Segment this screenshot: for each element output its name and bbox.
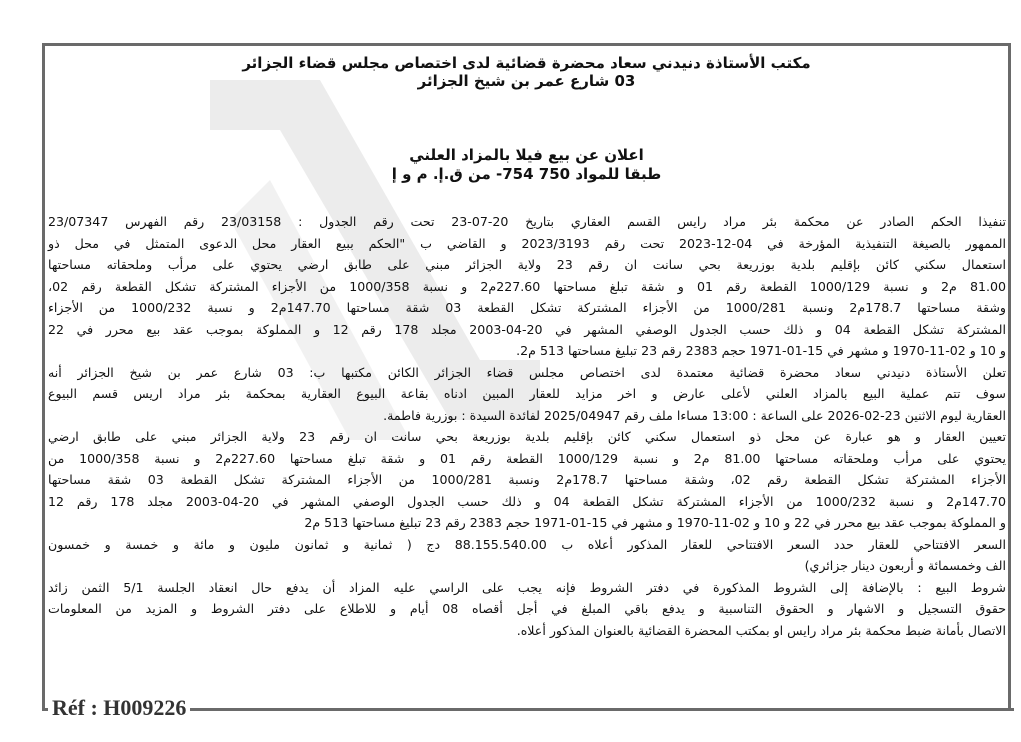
body-line: العقارية ليوم الاثنين 23-02-2026 على الساعة : 13:00 مساءا ملف رقم 2025/04947 لفائدة السيدة : بوزرية فاطمة.: [383, 407, 1006, 423]
body-line: يحتوي على مرأب وملحقاته مساحتها 81.00 م2 و نسبة 1000/129 القطعة رقم 01 و شقة تبلغ مساحتها 227.60م2 و نسبة 1000/358 من: [48, 450, 1007, 466]
body-line: تنفيذا الحكم الصادر عن محكمة بئر مراد رايس القسم العقاري بتاريخ 20-07-23 تحت رقم الجدول : 23/03158 رقم الفهرس 23/07347: [48, 214, 1006, 229]
body-line: سوف تتم عملية البيع بالمزاد العلني لأعلى عارض و اخر مزايد للعقار المبين ادناه بقاعة البيوع العقارية بمحكمة بئر مراد اريس قسم البيوع: [48, 386, 1006, 401]
notice-subtitle: طبقا للمواد 750 754- من ق.إ. م و إ: [391, 165, 662, 183]
notice-body: [48, 211, 1006, 641]
body-line: الأجزاء المشتركة تشكل القطعة رقم 02، وشقة مساحتها 178.7م2 ونسبة 1000/281 من الأجزاء المشتركة تشكل القطعة 03 شقة مساحتها: [48, 472, 1006, 487]
office-address: 03 شارع عمر بن شيخ الجزائر: [417, 72, 636, 90]
body-line: تعيين العقار و هو عبارة عن محل ذو استعمال سكني كائن بإقليم بلدية بوزريعة بحي سانت ان رقم 23 ولاية الجزائر مبني على طابق ارضي: [48, 429, 1006, 444]
body-line: السعر الافتتاحي للعقار حدد السعر الافتتاحي للعقار المذكور أعلاه ب 88.155.540.00 دج ( ثمانية و ثمانون مليون و مائة و خمسة و خمسون: [48, 536, 1006, 552]
body-line: المشتركة تشكل القطعة 04 و ذلك حسب الجدول الوصفي المشهر في 20-04-2003 مجلد 178 رقم 12 و المملوكة بموجب عقد بيع محرر في 22: [48, 321, 1007, 337]
body-line: استعمال سكني كائن بإقليم بلدية بوزريعة بحي سانت ان رقم 23 ولاية الجزائر مبني على طابق ارضي يحتوي على مرأب وملحقاته مساحتها: [48, 257, 1006, 272]
body-line: 147.70م2 و نسبة 1000/232 من الأجزاء المشتركة تشكل القطعة 04 و ذلك حسب الجدول الوصفي المشهر في 20-04-2003 مجلد 178 رقم 12: [48, 493, 1006, 509]
body-line: الف وخمسمائة و أربعون دينار جزائري): [804, 558, 1006, 573]
body-line: و المملوكة بموجب عقد بيع محرر في 22 و 10 و 02-11-1970 و مشهر في 15-01-1971 حجم 2383 رقم 23 تبليغ مساحتها 513 م2: [304, 515, 1006, 530]
body-line: حقوق التسجيل و الاشهار و الحقوق التناسبية و يدفع باقي المبلغ في أجل أقصاه 08 أيام و للاطلاع على دفتر الشروط و المزيد من المعلومات: [48, 601, 1006, 616]
body-line: تعلن الأستاذة دنيدني سعاد محضرة قضائية معتمدة لدى اختصاص مجلس قضاء الجزائر الكائن مكتبها ب: 03 شارع عمر بن شيخ الجزائر أنه: [48, 364, 1007, 380]
body-line: الاتصال بأمانة ضبط محكمة بئر مراد رايس او بمكتب المحضرة القضائية بالعنوان المذكور أعلاه.: [516, 622, 1006, 638]
body-line: 81.00 م2 و نسبة 1000/129 القطعة رقم 01 و شقة تبلغ مساحتها 227.60م2 و نسبة 1000/358 من الأجزاء المشتركة تشكل القطعة رقم 02،: [48, 278, 1006, 294]
reference-code: Réf : H009226: [48, 694, 190, 722]
body-line: شروط البيع : بالإضافة إلى الشروط المذكورة في دفتر الشروط فإنه يجب على الراسي عليه المزاد أن يدفع حال انعقاد الجلسة 5/1 الثمن زائد: [48, 579, 1006, 595]
body-line: الممهور بالصيغة التنفيذية المؤرخة في 04-12-2023 تحت رقم 2023/3193 و القاضي ب "الحكم ببيع العقار محل الدعوى المتمثل في محل ذو: [48, 235, 1006, 251]
body-line: وشقة مساحتها 178.7م2 ونسبة 1000/281 من الأجزاء المشتركة تشكل القطعة 03 شقة مساحتها 147.70م2 و نسبة 1000/232 من الأجزاء: [48, 300, 1006, 315]
notice-title: اعلان عن بيع فيلا بالمزاد العلني: [409, 146, 644, 164]
body-line: و 10 و 02-11-1970 و مشهر في 15-01-1971 حجم 2383 رقم 23 تبليغ مساحتها 513 م2.: [516, 343, 1006, 358]
office-name: مكتب الأستاذة دنيدني سعاد محضرة قضائية لدى اختصاص مجلس قضاء الجزائر: [242, 54, 811, 72]
